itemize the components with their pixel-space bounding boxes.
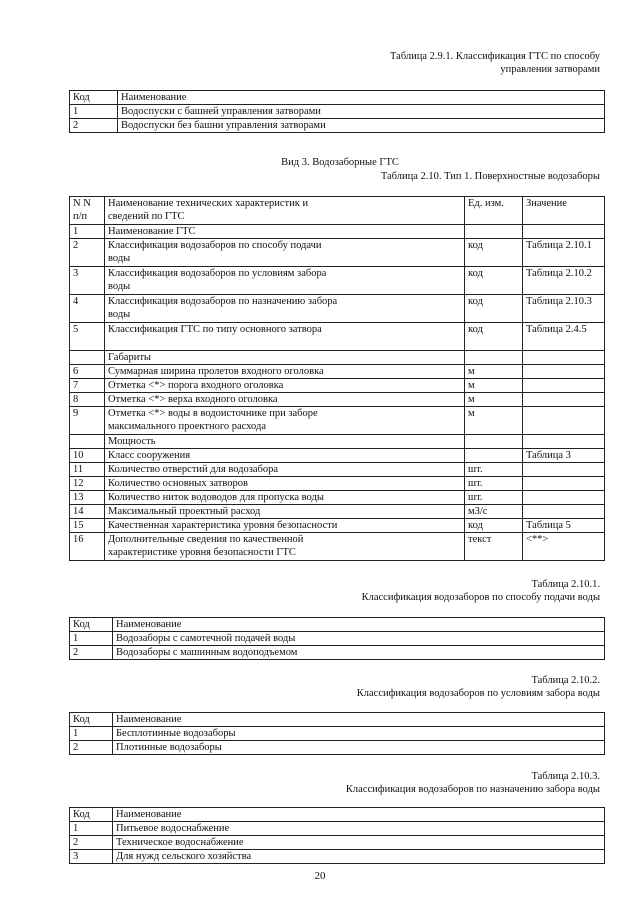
- table-row: 2 Водоспуски без башни управления затворами: [70, 119, 605, 133]
- table-header-row: Код Наименование: [70, 808, 605, 822]
- table-2-9-1-caption: Таблица 2.9.1. Классификация ГТС по способу управления затворами: [390, 51, 600, 76]
- table-row: 2 Техническое водоснабжение: [70, 836, 605, 850]
- table-row: Габариты: [70, 351, 605, 365]
- table-2-10-caption: Таблица 2.10. Тип 1. Поверхностные водозаборы: [380, 171, 600, 182]
- table-row: 4 Классификация водозаборов по назначению забора воды код Таблица 2.10.3: [70, 295, 605, 323]
- table-row: 10 Класс сооружения Таблица 3: [70, 449, 605, 463]
- table-2-10-2: [69, 712, 605, 755]
- table-header-row: Код Наименование: [70, 91, 605, 105]
- table-row: 16 Дополнительные сведения по качественной характеристике уровня безопасности ГТС текст <**>: [70, 533, 605, 561]
- table-row: 1 Водозаборы с самотечной подачей воды: [70, 632, 605, 646]
- table-2-10: [69, 196, 605, 561]
- page-number: 20: [314, 870, 326, 882]
- table-row: 6 Суммарная ширина пролетов входного оголовка м: [70, 365, 605, 379]
- table-2-10-1: [69, 617, 605, 660]
- table-row: 1 Бесплотинные водозаборы: [70, 727, 605, 741]
- table-row: 14 Максимальный проектный расход м3/с: [70, 505, 605, 519]
- table-row: 2 Плотинные водозаборы: [70, 741, 605, 755]
- table-header-row: Код Наименование: [70, 618, 605, 632]
- table-row: 5 Классификация ГТС по типу основного затвора код Таблица 2.4.5: [70, 323, 605, 351]
- table-row: 7 Отметка <*> порога входного оголовка м: [70, 379, 605, 393]
- table-row: 1 Питьевое водоснабжение: [70, 822, 605, 836]
- table-row: 2 Классификация водозаборов по способу подачи воды код Таблица 2.10.1: [70, 239, 605, 267]
- table-row: 9 Отметка <*> воды в водоисточнике при заборе максимального проектного расхода м: [70, 407, 605, 435]
- table-2-10-1-caption: Таблица 2.10.1. Классификация водозаборов по способу подачи воды: [361, 579, 600, 604]
- table-row: 3 Для нужд сельского хозяйства: [70, 850, 605, 864]
- table-header-row: Код Наименование: [70, 713, 605, 727]
- table-header-row: N N п/п Наименование технических характеристик и сведений по ГТС Ед. изм. Значение: [70, 197, 605, 225]
- table-2-10-2-caption: Таблица 2.10.2. Классификация водозаборов по условиям забора воды: [356, 675, 600, 700]
- table-2-10-3: [69, 807, 605, 864]
- table-row: 12 Количество основных затворов шт.: [70, 477, 605, 491]
- table-row: 3 Классификация водозаборов по условиям забора воды код Таблица 2.10.2: [70, 267, 605, 295]
- table-row: 1 Наименование ГТС: [70, 225, 605, 239]
- table-row: 8 Отметка <*> верха входного оголовка м: [70, 393, 605, 407]
- table-row: Мощность: [70, 435, 605, 449]
- table-row: 1 Водоспуски с башней управления затворами: [70, 105, 605, 119]
- table-2-9-1: [69, 90, 605, 133]
- table-row: 11 Количество отверстий для водозабора шт.: [70, 463, 605, 477]
- table-row: 2 Водозаборы с машинным водоподъемом: [70, 646, 605, 660]
- table-2-10-3-caption: Таблица 2.10.3. Классификация водозаборов по назначению забора воды: [345, 771, 600, 796]
- table-row: 15 Качественная характеристика уровня безопасности код Таблица 5: [70, 519, 605, 533]
- section-title: Вид 3. Водозаборные ГТС: [281, 157, 399, 168]
- table-row: 13 Количество ниток водоводов для пропуска воды шт.: [70, 491, 605, 505]
